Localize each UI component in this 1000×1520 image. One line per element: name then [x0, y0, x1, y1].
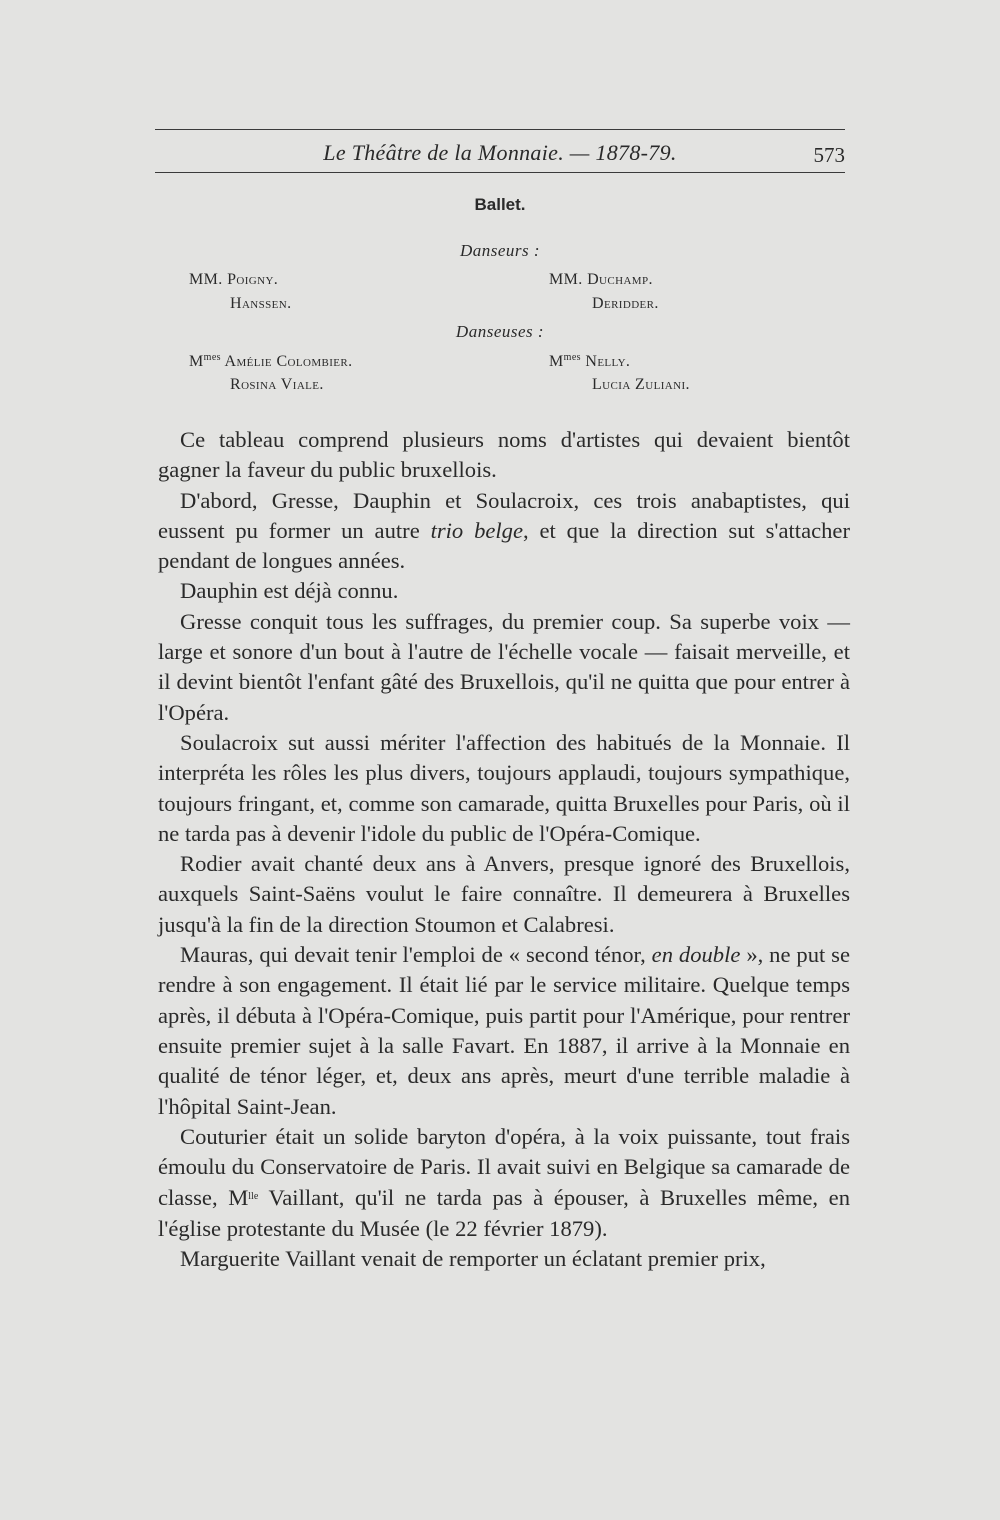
paragraph: Soulacroix sut aussi mériter l'affection des habitués de la Monnaie. Il interpréta les rôles les plus divers, toujours applaudi, toujours sympathique, toujours fringant, et, comme son camarade, quitta Bruxelles pour Paris, où il ne tarda pas à devenir l'idole du public de l'Opéra-Comique. [158, 729, 850, 846]
body-text [158, 425, 850, 1274]
danseuse-name: Amélie Colombier. [224, 353, 353, 370]
danseuses-right-sup: mes [563, 352, 581, 363]
danseur-name: Poigny. [227, 271, 279, 288]
header-rule-bottom [155, 172, 845, 173]
danseurs-label: Danseurs : [459, 241, 541, 260]
page-number: 573 [813, 143, 845, 167]
paragraph [158, 1122, 850, 1244]
danseuses-label: Danseuses : [455, 322, 545, 341]
danseuse-name: Nelly. [585, 353, 631, 370]
danseuses-left-sup: mes [203, 352, 221, 363]
danseuses-left-prefix: M [189, 353, 204, 370]
danseuse-name: Lucia Zuliani. [592, 376, 690, 393]
text-run: Vaillant, qu'il ne tarda pas à épouser, à Bruxelles même, en l'église protestante du Musée (le 22 février 1879). [158, 1185, 850, 1241]
text-run: , et que la direction sut s'attacher pendant de longues années. [158, 517, 850, 574]
danseuse-left-1 [189, 352, 353, 371]
paragraph: Ce tableau comprend plusieurs noms d'artistes qui devaient bientôt gagner la faveur du public bruxellois. [158, 427, 850, 483]
danseurs-left-prefix: MM. [189, 271, 223, 288]
danseur-left-1 [189, 271, 278, 289]
danseuse-right-1 [549, 352, 630, 371]
danseurs-right-prefix: MM. [549, 271, 583, 288]
text-run: Mauras, qui devait tenir l'emploi de « second ténor, [180, 942, 652, 968]
danseuse-name: Rosina Viale. [230, 376, 324, 393]
text-run: Couturier était un solide baryton d'opéra, à la voix puissante, tout frais émoulu du Conservatoire de Paris. Il avait suivi en Belgique sa camarade de classe, M [158, 1123, 850, 1211]
paragraph: Dauphin est déjà connu. [180, 578, 399, 604]
paragraph: Marguerite Vaillant venait de remporter un éclatant premier prix, [180, 1246, 766, 1272]
paragraph: Rodier avait chanté deux ans à Anvers, presque ignoré des Bruxellois, auxquels Saint-Saëns voulut le faire connaître. Il demeurera à Bruxelles jusqu'à la fin de la direction Stoumon et Calabresi. [158, 851, 850, 937]
ballet-heading: Ballet. [474, 195, 526, 214]
danseur-right-2 [592, 295, 659, 313]
paragraph [158, 486, 850, 577]
italic-text: trio belge [430, 517, 523, 543]
paragraph [158, 940, 850, 1122]
danseur-left-2 [230, 295, 292, 313]
text-run: », ne put se rendre à son engagement. Il était lié par le service militaire. Quelque temps après, il débuta à l'Opéra-Comique, puis partit pour l'Amérique, pour rentrer ensuite premier sujet à la salle Favart. En 1887, il arrive à la Monnaie en qualité de ténor léger, et, deux ans après, meurt d'une terrible maladie à l'hôpital Saint-Jean. [158, 942, 850, 1119]
header-rule-top [155, 129, 845, 130]
danseur-name: Duchamp. [587, 271, 653, 288]
danseur-name: Deridder. [592, 295, 659, 312]
paragraph: Gresse conquit tous les suffrages, du premier coup. Sa superbe voix — large et sonore d'un bout à l'autre de l'échelle vocale — faisait merveille, et il devint bientôt l'enfant gâté des Bruxellois, qu'il ne quitta que pour entrer à l'Opéra. [158, 608, 850, 725]
italic-text: en double [651, 942, 741, 968]
danseur-name: Hanssen. [230, 295, 292, 312]
danseur-right-1 [549, 271, 653, 289]
superscript: lle [248, 1191, 259, 1203]
danseuses-right-prefix: M [549, 353, 564, 370]
danseuse-right-2 [592, 376, 690, 394]
running-header-title: Le Théâtre de la Monnaie. — 1878-79. [323, 140, 677, 165]
text-run: D'abord, Gresse, Dauphin et Soulacroix, ces trois anabaptistes, qui eussent pu former un autre [158, 487, 850, 543]
danseuse-left-2 [230, 376, 324, 394]
